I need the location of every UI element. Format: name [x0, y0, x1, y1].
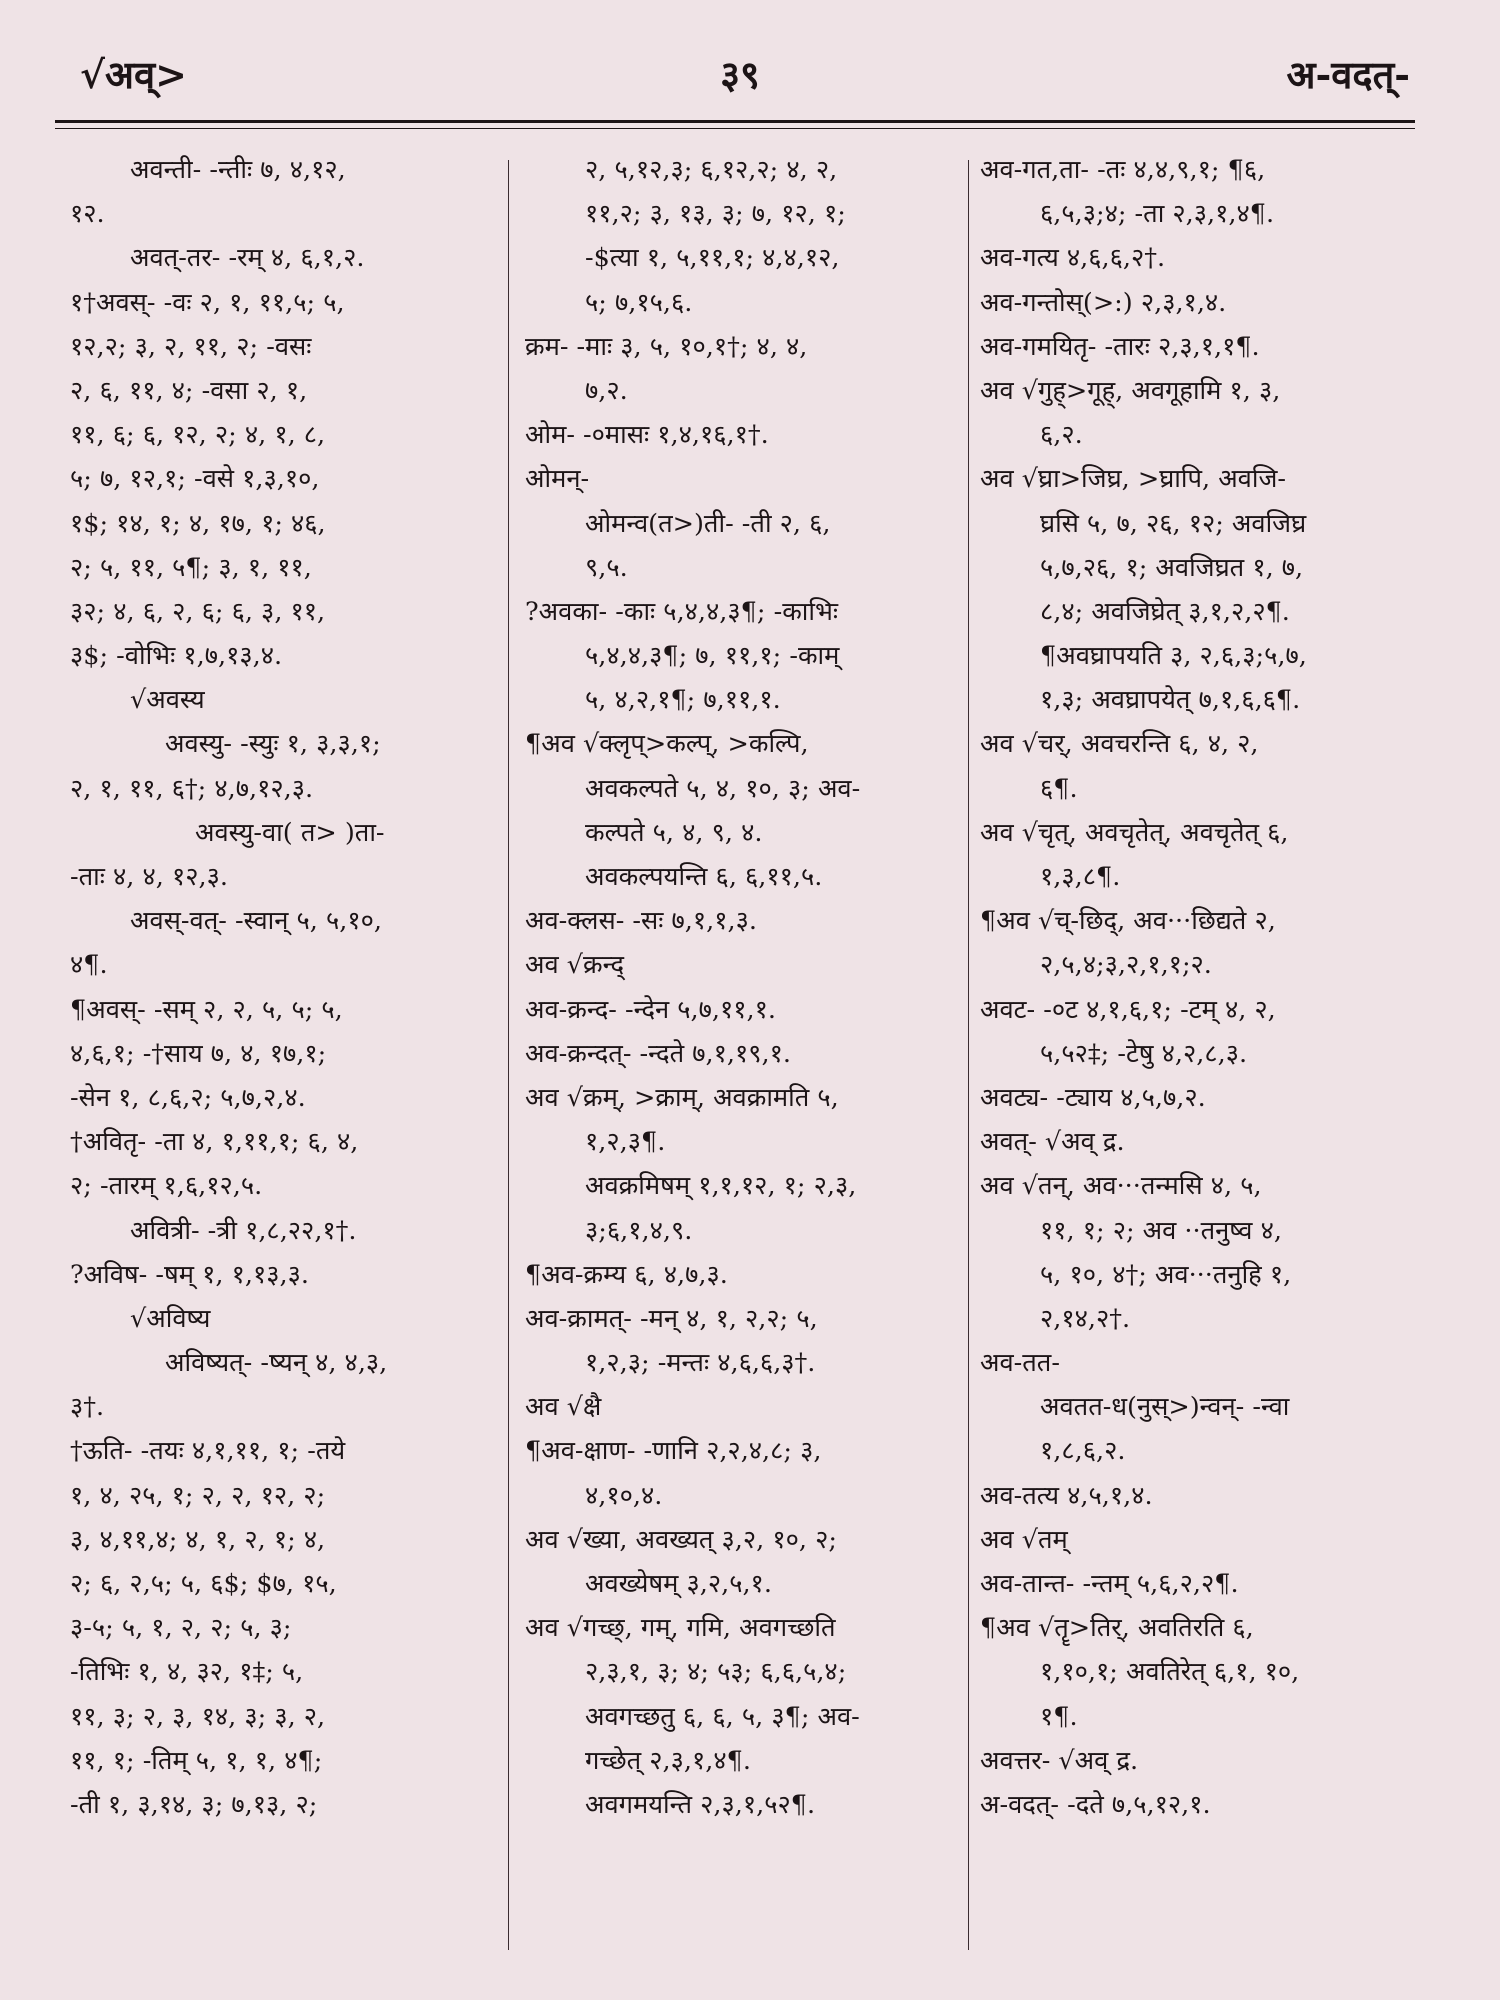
entry-line: २,३,१, ३; ४; ५३; ६,६,५,४; — [585, 1657, 847, 1688]
entry-line: अवत्तर- √अव् द्र. — [980, 1745, 1139, 1776]
entry-line: अव-तत- — [980, 1348, 1060, 1379]
entry-line: अव √चृत्, अवचृतेत्, अवचृतेत् ६, — [980, 817, 1289, 848]
entry-line: √अविष्य — [130, 1303, 211, 1334]
entry-line: १,३; अवघ्रापयेत् ७,१,६,६¶. — [1040, 685, 1301, 716]
entry-line: -सेन १, ८,६,२; ५,७,२,४. — [70, 1082, 306, 1113]
entry-line: १,३,८¶. — [1040, 862, 1121, 892]
entry-line: †ऊति- -तयः ४,१,११, १; -तये — [70, 1436, 346, 1467]
entry-line: ५; ७, १२,१; -वसे १,३,१०, — [70, 464, 320, 495]
entry-line: अवित्री- -त्री १,८,२२,१†. — [130, 1215, 357, 1246]
entry-line: -ताः ४, ४, १२,३. — [70, 862, 228, 892]
entry-line: १,२,३¶. — [585, 1127, 666, 1158]
entry-line: ३†. — [70, 1392, 105, 1423]
entry-line: ?अविष- -षम् १, १,१३,३. — [70, 1259, 309, 1290]
entry-line: ४,६,१; -†साय ७, ४, १७,१; — [70, 1038, 327, 1069]
column-1 — [70, 148, 500, 1968]
entry-line: अव-तत्य ४,५,१,४. — [980, 1480, 1153, 1511]
entry-line: क्रम- -माः ३, ५, १०,१†; ४, ४, — [525, 331, 808, 362]
entry-line: १$; १४, १; ४, १७, १; ४६, — [70, 508, 326, 539]
entry-line: ३$; -वोभिः १,७,१३,४. — [70, 641, 283, 672]
running-head-left: √अव्> — [80, 52, 187, 97]
entry-line: अवत्-तर- -रम् ४, ६,१,२. — [130, 243, 365, 274]
entry-line: ५; ७,१५,६. — [585, 287, 693, 318]
entry-line: ११, ६; ६, १२, २; ४, १, ८, — [70, 420, 326, 451]
entry-line: ३-५; ५, १, २, २; ५, ३; — [70, 1613, 292, 1644]
entry-line: १२. — [70, 199, 105, 230]
entry-line: ६¶. — [1040, 773, 1078, 804]
entry-line: अवस्-वत्- -स्वान् ५, ५,१०, — [130, 906, 382, 937]
column-3 — [980, 148, 1410, 1968]
entry-line: अव √ख्या, अवख्यत् ३,२, १०, २; — [525, 1524, 837, 1555]
entry-line: अविष्यत्- -ष्यन् ४, ४,३, — [165, 1348, 388, 1379]
entry-line: अवस्यु- -स्युः १, ३,३,१; — [165, 729, 381, 760]
entry-line: ५,५२‡; -टेषु ४,२,८,३. — [1040, 1038, 1248, 1069]
entry-line: ५, ४,२,१¶; ७,११,१. — [585, 685, 781, 716]
entry-line: अव-गन्तोस्(>:) २,३,१,४. — [980, 287, 1227, 318]
entry-line: ११,२; ३, १३, ३; ७, १२, १; — [585, 199, 846, 230]
entry-line: ¶अव-क्रम्य ६, ४,७,३. — [525, 1259, 728, 1290]
entry-line: ओम- -०मासः १,४,१६,१†. — [525, 420, 769, 451]
entry-line: अव √तम् — [980, 1524, 1068, 1555]
column-2 — [525, 148, 955, 1968]
entry-line: ५, १०, ४†; अव···तनुहि १, — [1040, 1259, 1292, 1290]
entry-line: ¶अवस्- -सम् २, २, ५, ५; ५, — [70, 994, 343, 1025]
entry-line: ?अवका- -काः ५,४,४,३¶; -काभिः — [525, 596, 839, 627]
entry-line: अवतत-ध(नुस्>)न्वन्- -न्वा — [1040, 1392, 1290, 1423]
entry-line: अव-गत,ता- -तः ४,४,९,१; ¶६, — [980, 155, 1266, 185]
entry-line: अव-क्रामत्- -मन् ४, १, २,२; ५, — [525, 1303, 818, 1334]
entry-line: अव √चर्, अवचरन्ति ६, ४, २, — [980, 729, 1259, 760]
entry-line: ३;६,१,४,९. — [585, 1215, 693, 1246]
entry-line: -तिभिः १, ४, ३२, १‡; ५, — [70, 1657, 304, 1688]
entry-line: अवगमयन्ति २,३,१,५२¶. — [585, 1789, 816, 1820]
entry-line: अवकल्पते ५, ४, १०, ३; अव- — [585, 773, 861, 804]
entry-line: १¶. — [1040, 1701, 1078, 1732]
entry-line: १,१०,१; अवतिरेत् ६,१, १०, — [1040, 1657, 1300, 1688]
entry-line: †अवितृ- -ता ४, १,११,१; ६, ४, — [70, 1127, 359, 1158]
entry-line: ११, ३; २, ३, १४, ३; ३, २, — [70, 1701, 326, 1732]
entry-line: १२,२; ३, २, ११, २; -वसः — [70, 331, 312, 362]
entry-line: अव-तान्त- -न्तम् ५,६,२,२¶. — [980, 1569, 1239, 1599]
entry-line: ९,५. — [585, 552, 628, 583]
entry-line: अव √गुह्>गूह्, अवगूहामि १, ३, — [980, 375, 1281, 406]
entry-line: अव-क्रन्दत्- -न्दते ७,१,१९,१. — [525, 1038, 791, 1069]
entry-line: ओमन्- — [525, 464, 590, 495]
entry-line: २, ६, ११, ४; -वसा २, १, — [70, 375, 308, 406]
entry-line: अवट- -०ट ४,१,६,१; -टम् ४, २, — [980, 994, 1276, 1025]
dictionary-columns — [70, 148, 1420, 1968]
entry-line: ५,४,४,३¶; ७, ११,१; -काम् — [585, 641, 840, 672]
entry-line: ४,१०,४. — [585, 1480, 663, 1511]
entry-line: २,५,४;३,२,१,१;२. — [1040, 950, 1212, 981]
entry-line: अव √घ्रा>जिघ्र, >घ्रापि, अवजि- — [980, 464, 1287, 495]
entry-line: २; ५, ११, ५¶; ३, १, ११, — [70, 552, 312, 583]
entry-line: कल्पते ५, ४, ९, ४. — [585, 817, 763, 848]
entry-line: ७,२. — [585, 375, 628, 406]
page-header — [70, 48, 1410, 118]
entry-line: ८,४; अवजिघ्रेत् ३,१,२,२¶. — [1040, 596, 1290, 627]
entry-line: ¶अवघ्रापयति ३, २,६,३;५,७, — [1040, 641, 1307, 672]
entry-line: ११, १; २; अव ··तनुष्व ४, — [1040, 1215, 1282, 1246]
entry-line: ३२; ४, ६, २, ६; ६, ३, ११, — [70, 596, 326, 627]
entry-line: -$त्या १, ५,११,१; ४,४,१२, — [585, 243, 840, 274]
entry-line: ¶अव √च्-छिद्, अव···छिद्यते २, — [980, 906, 1276, 937]
entry-line: १, ४, २५, १; २, २, १२, २; — [70, 1480, 326, 1511]
entry-line: ¶अव √तॄ>तिर्, अवतिरति ६, — [980, 1613, 1254, 1644]
entry-line: २; -तारम् १,६,१२,५. — [70, 1171, 263, 1202]
entry-line: ११, १; -तिम् ५, १, १, ४¶; — [70, 1745, 323, 1776]
entry-line: ¶अव-क्षाण- -णानि २,२,४,८; ३, — [525, 1436, 822, 1467]
entry-line: अव-क्रन्द- -न्देन ५,७,११,१. — [525, 994, 777, 1025]
entry-line: अवस्यु-वा( त> )ता- — [195, 817, 385, 848]
running-head-right: अ-वदत्- — [1286, 52, 1410, 97]
entry-line: २; ६, २,५; ५, ६$; $७, १५, — [70, 1569, 337, 1599]
entry-line: घ्रसि ५, ७, २६, १२; अवजिघ्र — [1040, 508, 1307, 539]
entry-line: अवकल्पयन्ति ६, ६,११,५. — [585, 862, 823, 892]
entry-line: २, १, ११, ६†; ४,७,१२,३. — [70, 773, 314, 804]
entry-line: अवख्येषम् ३,२,५,१. — [585, 1569, 772, 1599]
entry-line: ६,२. — [1040, 420, 1083, 451]
entry-line: अव √गच्छ्, गम्, गमि, अवगच्छति — [525, 1613, 836, 1644]
entry-line: २,१४,२†. — [1040, 1303, 1131, 1334]
entry-line: अव-क्लस- -सः ७,१,१,३. — [525, 906, 757, 937]
entry-line: अवक्रमिषम् १,१,१२, १; २,३, — [585, 1171, 857, 1202]
entry-line: १†अवस्- -वः २, १, ११,५; ५, — [70, 287, 345, 318]
entry-line: अव √क्रन्द् — [525, 950, 625, 981]
entry-line: अव √क्षै — [525, 1392, 602, 1423]
entry-line: अ-वदत्- -दते ७,५,१२,१. — [980, 1789, 1211, 1820]
entry-line: -ती १, ३,१४, ३; ७,१३, २; — [70, 1789, 318, 1820]
entry-line: ५,७,२६, १; अवजिघ्रत १, ७, — [1040, 552, 1304, 583]
entry-line: गच्छेत् २,३,१,४¶. — [585, 1745, 751, 1776]
entry-line: अव √क्रम्, >क्राम्, अवक्रामति ५, — [525, 1082, 839, 1113]
entry-line: अवट्य- -ट्याय ४,५,७,२. — [980, 1082, 1206, 1113]
entry-line: ४¶. — [70, 950, 108, 981]
entry-line: १,८,६,२. — [1040, 1436, 1126, 1467]
header-double-rule — [55, 120, 1415, 129]
entry-line: अवगच्छतु ६, ६, ५, ३¶; अव- — [585, 1701, 860, 1732]
entry-line: अव √तन्, अव···तन्मसि ४, ५, — [980, 1171, 1262, 1202]
entry-line: ३, ४,११,४; ४, १, २, १; ४, — [70, 1524, 326, 1555]
entry-line: १,२,३; -मन्तः ४,६,६,३†. — [585, 1348, 816, 1379]
entry-line: अवन्ती- -न्तीः ७, ४,१२, — [130, 155, 346, 185]
entry-line: २, ५,१२,३; ६,१२,२; ४, २, — [585, 155, 838, 185]
entry-line: √अवस्य — [130, 685, 205, 716]
entry-line: अवत्- √अव् द्र. — [980, 1127, 1125, 1158]
entry-line: ¶अव √क्लृप्>कल्प्, >कल्पि, — [525, 729, 809, 760]
entry-line: ओमन्व(त>)ती- -ती २, ६, — [585, 508, 831, 539]
entry-line: अव-गत्य ४,६,६,२†. — [980, 243, 1166, 274]
entry-line: ६,५,३;४; -ता २,३,१,४¶. — [1040, 199, 1275, 230]
entry-line: अव-गमयितृ- -तारः २,३,१,१¶. — [980, 331, 1260, 362]
page-number: ३९ — [720, 52, 760, 97]
